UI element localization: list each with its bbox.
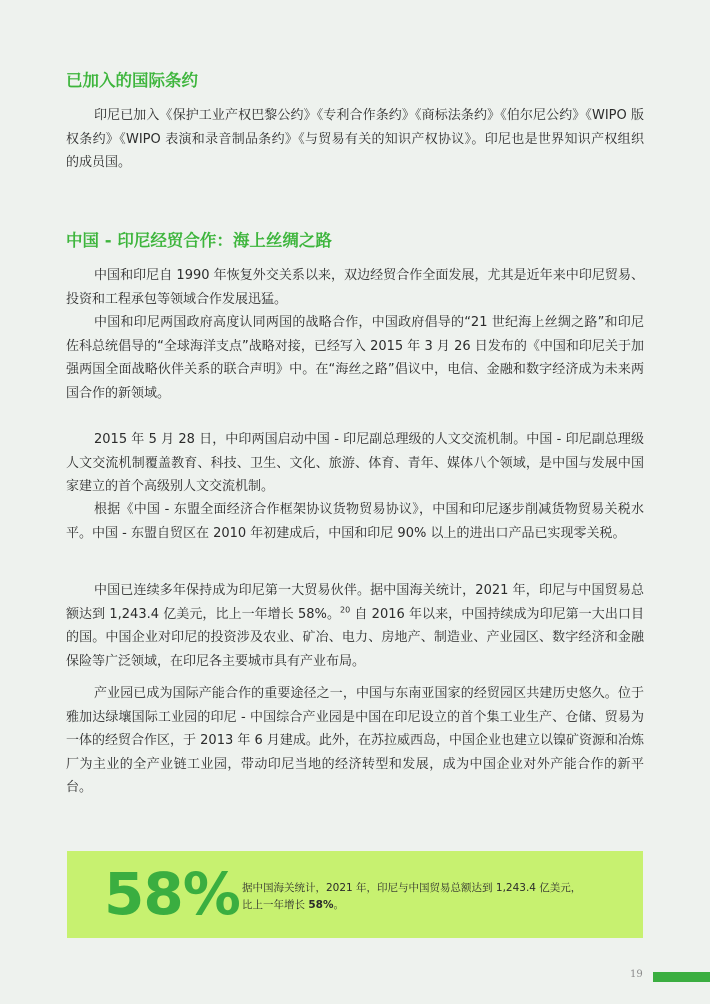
paragraph-asean-fta: 根据《中国 - 东盟全面经济合作框架协议货物贸易协议》，中国和印尼逐步削减货物贸易关税水平。中国 - 东盟自贸区在 2010 年初建成后，中国和印尼 90% 以上的进出口产品已实现零关税。 <box>66 502 644 541</box>
page-number-bar <box>653 972 710 982</box>
callout-line-2-prefix: 比上一年增长 <box>242 899 309 911</box>
page-number: 19 <box>630 969 643 980</box>
callout-description <box>242 880 632 914</box>
stat-callout-box <box>67 851 643 938</box>
paragraph-treaties: 印尼已加入《保护工业产权巴黎公约》《专利合作条约》《商标法条约》《伯尔尼公约》《WIPO 版权条约》《WIPO 表演和录音制品条约》《与贸易有关的知识产权协议》。印尼也是世界知识产权组织的成员国。 <box>66 108 644 171</box>
trade-partner-text-after: 自 2016 年以来，中国持续成为印尼第一大出口目的国。中国企业对印尼的投资涉及农业、矿冶、电力、房地产、制造业、产业园区、数字经济和金融保险等广泛领域，在印尼各主要城市具有产业布局。 <box>66 606 644 669</box>
trade-partner-text-before: 中国已连续多年保持成为印尼第一大贸易伙伴。据中国海关统计，2021 年，印尼与中国贸易总额达到 1,243.4 亿美元，比上一年增长 58%。 <box>66 583 644 622</box>
paragraph-maritime-silk-road: 中国和印尼两国政府高度认同两国的战略合作，中国政府倡导的“21 世纪海上丝绸之路”和印尼佐科总统倡导的“全球海洋支点”战略对接，已经写入 2015 年 3 月 26 日发布的《中国和印尼关于加强两国全面战略伙伴关系的联合声明》中。在“海丝之路”倡议中，电信、金融和数字经济成为未来两国合作的新领域。 <box>66 315 644 401</box>
footnote-marker: 20 <box>340 605 351 615</box>
section-heading-cooperation: 中国 - 印尼经贸合作：海上丝绸之路 <box>66 231 332 250</box>
callout-line-2-bold: 58% <box>308 899 334 911</box>
section-heading-treaties: 已加入的国际条约 <box>66 71 198 90</box>
callout-line-2-suffix: 。 <box>333 899 344 911</box>
paragraph-trade-partner <box>66 579 644 673</box>
callout-line-1: 据中国海关统计，2021 年，印尼与中国贸易总额达到 1,243.4 亿美元， <box>242 882 582 894</box>
paragraph-people-exchange: 2015 年 5 月 28 日，中印两国启动中国 - 印尼副总理级的人文交流机制。中国 - 印尼副总理级人文交流机制覆盖教育、科技、卫生、文化、旅游、体育、青年、媒体八个领域，是中国与发展中国家建立的首个高级别人文交流机制。 <box>66 432 644 495</box>
paragraph-diplomatic-relations: 中国和印尼自 1990 年恢复外交关系以来，双边经贸合作全面发展，尤其是近年来中印尼贸易、投资和工程承包等领域合作发展迅猛。 <box>66 268 644 307</box>
paragraph-industrial-parks: 产业园已成为国际产能合作的重要途径之一，中国与东南亚国家的经贸园区共建历史悠久。位于雅加达绿壤国际工业园的印尼 - 中国综合产业园是中国在印尼设立的首个集工业生产、仓储、贸易为一体的经贸合作区，于 2013 年 6 月建成。此外，在苏拉威西岛，中国企业也建立以镍矿资源和冶炼厂为主业的全产业链工业园，带动印尼当地的经济转型和发展，成为中国企业对外产能合作的新平台。 <box>66 686 644 796</box>
callout-stat-value: 58% <box>104 860 240 928</box>
